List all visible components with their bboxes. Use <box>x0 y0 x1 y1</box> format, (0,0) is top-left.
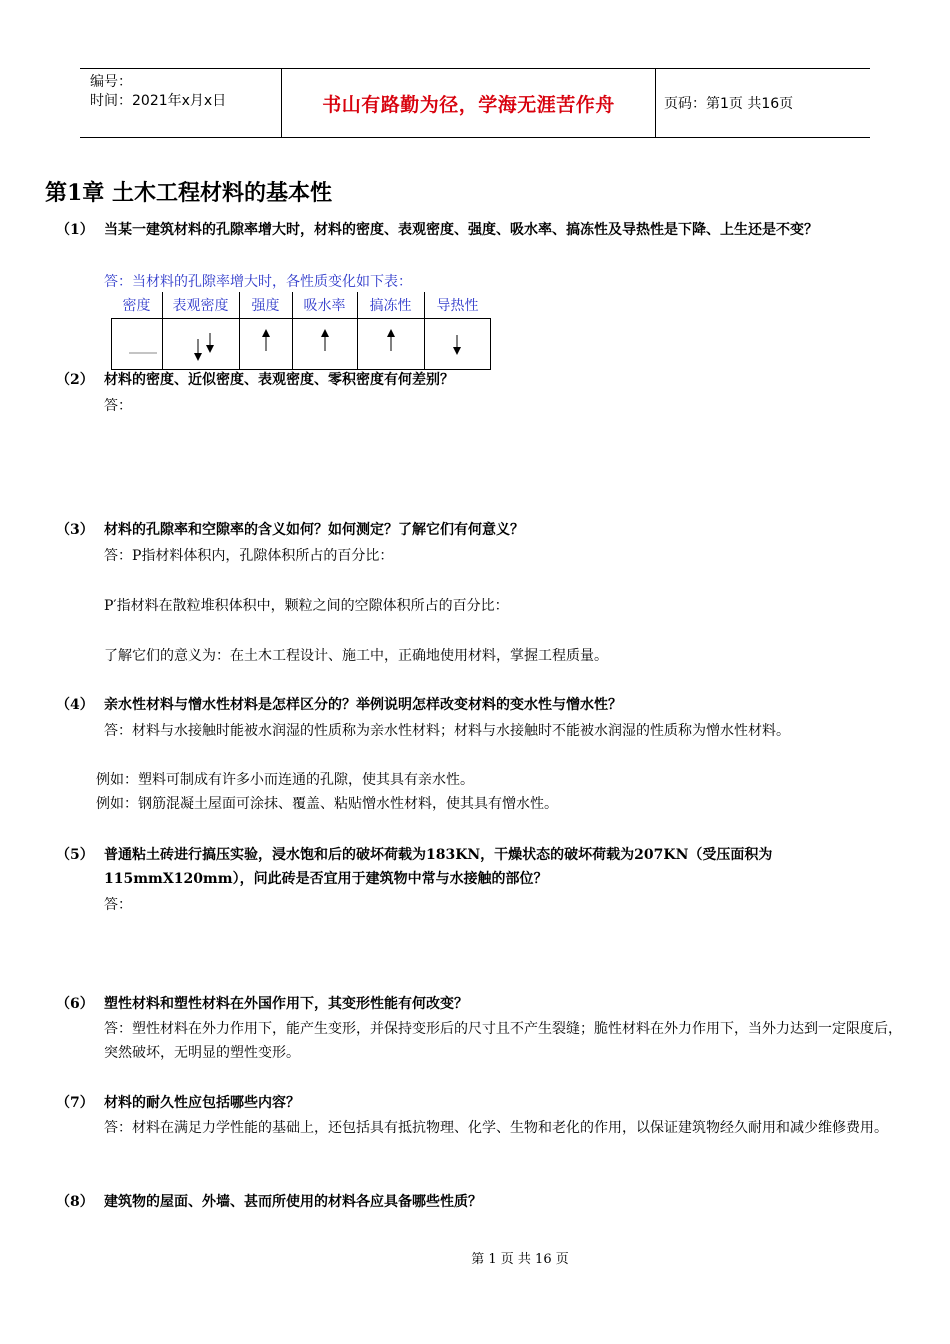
question-number: （6） <box>56 996 94 1012</box>
density-unchanged-icon <box>112 319 163 370</box>
chapter-title: 第1章 土木工程材料的基本性 <box>45 180 332 206</box>
answer-7: 答：材料在满足力学性能的基础上，还包括具有抵抗物理、化学、生物和老化的作用，以保证建筑物经久耐用和减少维修费用。 <box>104 1120 888 1136</box>
header-motto-cell <box>281 69 656 137</box>
question-text: 普通粘土砖进行搞压实验，浸水饱和后的破坏荷载为183KN，干燥状态的破坏荷载为207KN（受压面积为115mmX120mm），问此砖是否宜用于建筑物中常与水接触的部位？ <box>104 847 773 887</box>
answer-4-line-2: 例如：塑料可制成有许多小而连通的孔隙，使其具有亲水性。 <box>96 772 474 788</box>
strength-up-arrow-icon <box>239 319 292 370</box>
answer-2: 答： <box>104 398 132 414</box>
question-text: 材料的耐久性应包括哪些内容？ <box>104 1095 300 1111</box>
apparent-density-down-arrows-icon <box>162 319 239 370</box>
question-number: （1） <box>56 222 94 238</box>
frost-resistance-up-arrow-icon <box>357 319 424 370</box>
answer-5: 答： <box>104 897 132 913</box>
answer-3-line-1: 答：P指材料体积内，孔隙体积所占的百分比： <box>104 548 394 564</box>
thermal-conductivity-down-arrow-icon <box>424 319 491 370</box>
question-number: （8） <box>56 1194 94 1210</box>
question-number: （7） <box>56 1095 94 1111</box>
answer-1-intro: 答：当材料的孔隙率增大时，各性质变化如下表： <box>104 274 412 290</box>
answer-4-line-3: 例如：钢筋混凝土屋面可涂抹、覆盖、粘贴憎水性材料，使其具有憎水性。 <box>96 796 558 812</box>
header-apparent-density: 表观密度 <box>162 292 239 319</box>
water-absorption-up-arrow-icon <box>292 319 357 370</box>
page-header <box>80 68 870 138</box>
question-text: 材料的孔隙率和空隙率的含义如何？如何测定？了解它们有何意义？ <box>104 522 524 538</box>
number-label: 编号： <box>90 74 132 90</box>
motto: 书山有路勤为径，学海无涯苦作舟 <box>322 93 615 116</box>
answer-3-line-3: 了解它们的意义为：在土木工程设计、施工中，正确地使用材料，掌握工程质量。 <box>104 648 608 664</box>
page-footer: 第 1 页 共 16 页 <box>471 1252 569 1267</box>
header-frost-resistance: 搞冻性 <box>357 292 424 319</box>
answer-6: 答：塑性材料在外力作用下，能产生变形，并保持变形后的尺寸且不产生裂缝；脆性材料在外力作用下，当外力达到一定限度后，突然破坏，无明显的塑性变形。 <box>104 1021 902 1061</box>
header-density: 密度 <box>112 292 163 319</box>
question-text: 建筑物的屋面、外墙、甚而所使用的材料各应具备哪些性质？ <box>104 1194 482 1210</box>
question-number: （5） <box>56 847 94 863</box>
question-text: 当某一建筑材料的孔隙率增大时，材料的密度、表观密度、强度、吸水率、搞冻性及导热性是下降、上生还是不变？ <box>104 222 818 238</box>
header-meta <box>90 73 226 111</box>
time-label: 时间：2021年x月x日 <box>90 93 227 109</box>
question-text: 塑性材料和塑性材料在外国作用下，其变形性能有何改变？ <box>104 996 468 1012</box>
question-number: （3） <box>56 522 94 538</box>
question-text: 材料的密度、近似密度、表观密度、零积密度有何差别？ <box>104 372 454 388</box>
header-water-absorption: 吸水率 <box>292 292 357 319</box>
header-thermal-conductivity: 导热性 <box>424 292 491 319</box>
answer-4-line-1: 答：材料与水接触时能被水润湿的性质称为亲水性材料；材料与水接触时不能被水润湿的性质称为憎水性材料。 <box>104 723 790 739</box>
question-number: （4） <box>56 697 94 713</box>
property-change-table <box>111 292 491 370</box>
question-text: 亲水性材料与憎水性材料是怎样区分的？举例说明怎样改变材料的变水性与憎水性？ <box>104 697 622 713</box>
header-strength: 强度 <box>239 292 292 319</box>
page-info: 页码：第1页 共16页 <box>664 96 794 112</box>
answer-3-line-2: P′指材料在散粒堆积体积中，颗粒之间的空隙体积所占的百分比： <box>104 598 509 614</box>
question-number: （2） <box>56 372 94 388</box>
